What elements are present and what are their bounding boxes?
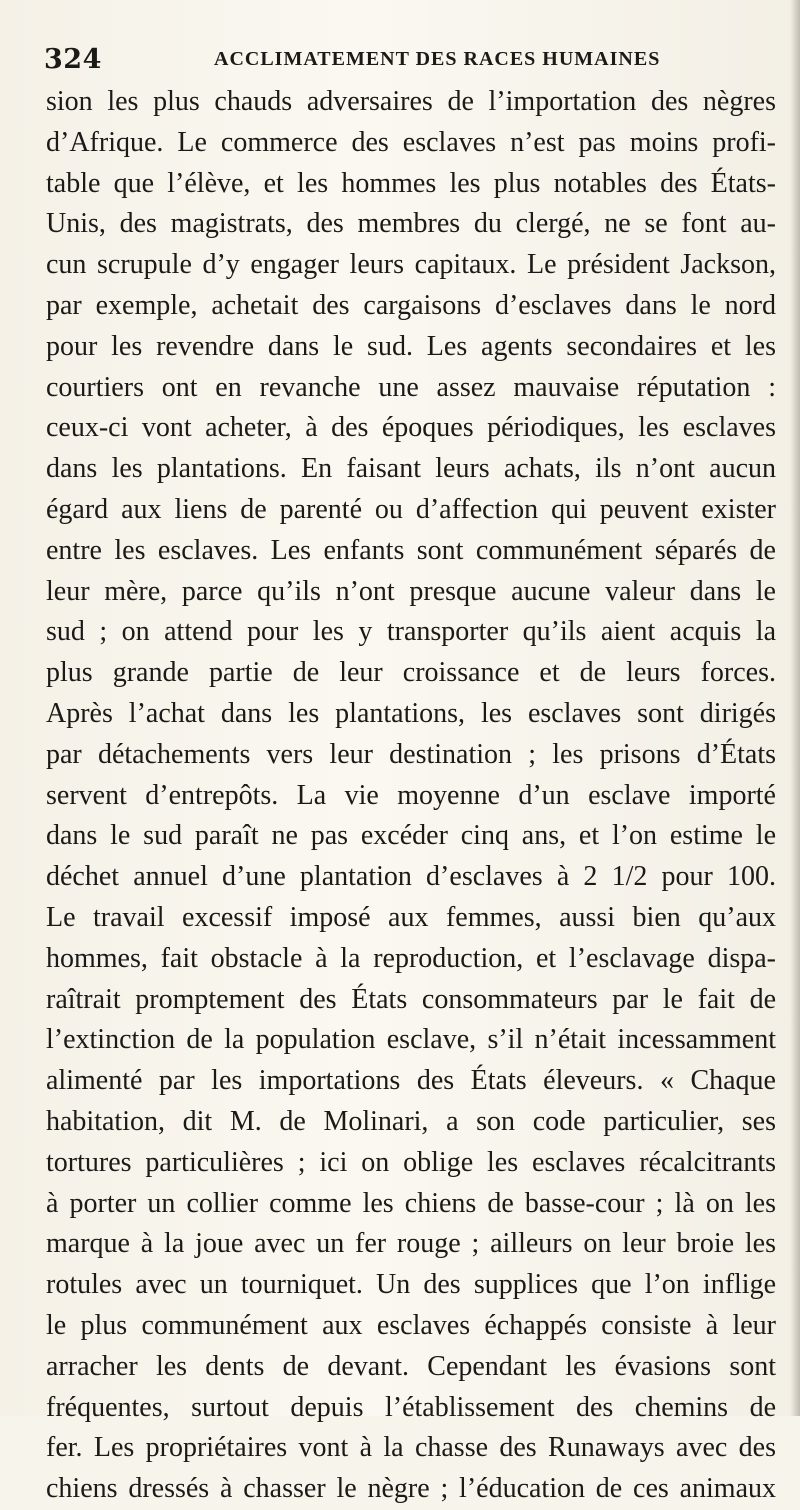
text-line: dans les plantations. En faisant leurs achats, ils n’ont aucun: [46, 453, 776, 485]
text-line: leur mère, parce qu’ils n’ont presque aucune valeur dans le: [46, 575, 776, 607]
text-line: ceux-ci vont acheter, à des époques périodiques, les esclaves: [46, 412, 776, 444]
text-line: entre les esclaves. Les enfants sont communément séparés de: [46, 534, 776, 566]
text-line: fer. Les propriétaires vont à la chasse des Runaways avec des: [46, 1432, 776, 1464]
text-line: arracher les dents de devant. Cependant les évasions sont: [46, 1350, 776, 1382]
text-line: Le travail excessif imposé aux femmes, aussi bien qu’aux: [46, 901, 776, 933]
page-header: [44, 38, 764, 78]
text-line: hommes, fait obstacle à la reproduction, et l’esclavage dispa-: [46, 942, 776, 974]
text-line: sion les plus chauds adversaires de l’importation des nègres: [46, 86, 776, 117]
text-line: à porter un collier comme les chiens de basse-cour ; là on les: [46, 1187, 776, 1219]
text-line: raîtrait promptement des États consommateurs par le fait de: [46, 983, 776, 1015]
text-line: plus grande partie de leur croissance et de leurs forces.: [46, 657, 776, 689]
text-line: alimenté par les importations des États éleveurs. « Chaque: [46, 1065, 776, 1097]
text-line: Après l’achat dans les plantations, les esclaves sont dirigés: [46, 697, 776, 729]
text-line: habitation, dit M. de Molinari, a son code particulier, ses: [46, 1105, 776, 1137]
text-line: sud ; on attend pour les y transporter qu’ils aient acquis la: [46, 616, 776, 648]
text-line: marque à la joue avec un fer rouge ; ailleurs on leur broie les: [46, 1228, 776, 1260]
text-line: chiens dressés à chasser le nègre ; l’éducation de ces animaux: [46, 1473, 776, 1505]
text-line: servent d’entrepôts. La vie moyenne d’un esclave importé: [46, 779, 776, 811]
text-line: égard aux liens de parenté ou d’affection qui peuvent exister: [46, 493, 776, 525]
text-line: rotules avec un tourniquet. Un des supplices que l’on inflige: [46, 1269, 776, 1301]
text-line: d’Afrique. Le commerce des esclaves n’est pas moins profi-: [46, 126, 776, 158]
page-number: 324: [44, 44, 102, 75]
running-title: ACCLIMATEMENT DES RACES HUMAINES: [214, 48, 661, 70]
text-line: table que l’élève, et les hommes les plus notables des États-: [46, 167, 776, 199]
text-line: dans le sud paraît ne pas excéder cinq ans, et l’on estime le: [46, 820, 776, 852]
text-line: le plus communément aux esclaves échappés consiste à leur: [46, 1309, 776, 1341]
body-text: [46, 82, 776, 1505]
text-line: l’extinction de la population esclave, s’il n’était incessamment: [46, 1024, 776, 1056]
text-line: tortures particulières ; ici on oblige les esclaves récalcitrants: [46, 1146, 776, 1178]
text-line: déchet annuel d’une plantation d’esclaves à 2 1/2 pour 100.: [46, 861, 776, 893]
page-edge-shadow: [790, 0, 800, 1416]
text-line: par exemple, achetait des cargaisons d’esclaves dans le nord: [46, 289, 776, 321]
text-line: fréquentes, surtout depuis l’établissement des chemins de: [46, 1391, 776, 1423]
text-line: Unis, des magistrats, des membres du clergé, ne se font au-: [46, 208, 776, 240]
text-line: cun scrupule d’y engager leurs capitaux. Le président Jackson,: [46, 249, 776, 281]
text-line: courtiers ont en revanche une assez mauvaise réputation :: [46, 371, 776, 403]
text-line: pour les revendre dans le sud. Les agents secondaires et les: [46, 330, 776, 362]
text-line: par détachements vers leur destination ; les prisons d’États: [46, 738, 776, 770]
